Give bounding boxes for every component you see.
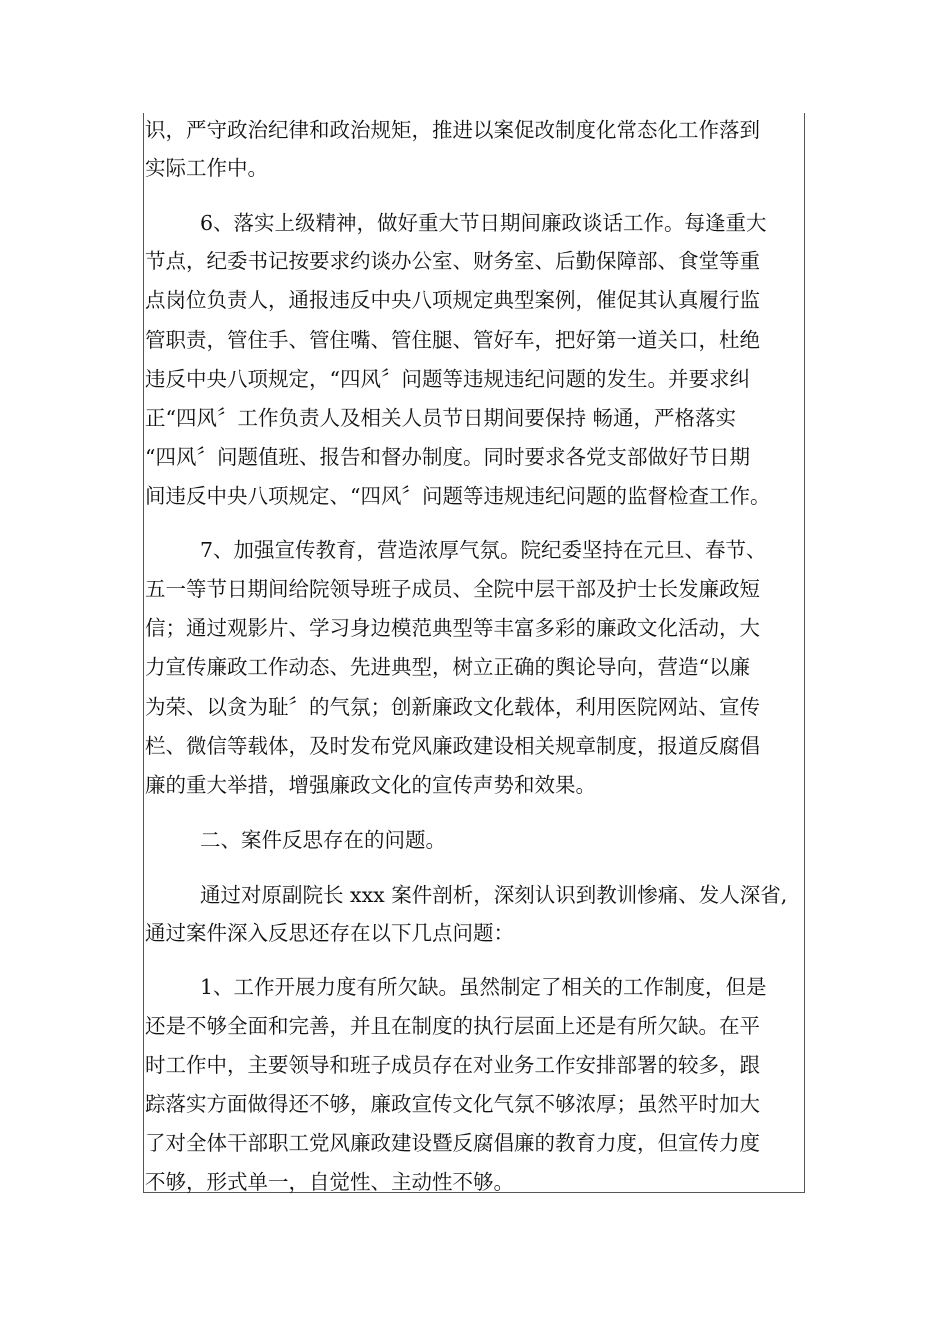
- text-line: 时工作中，主要领导和班子成员存在对业务工作安排部署的较多，跟: [145, 1053, 760, 1077]
- text-line: 间违反中央八项规定、“四风〞问题等违规违纪问题的监督检查工作。: [145, 484, 771, 508]
- section-heading: 二、案件反思存在的问题。: [200, 828, 446, 852]
- text-line: 违反中央八项规定，“四风〞问题等违规违纪问题的发生。并要求纠: [145, 367, 750, 391]
- text-line: 正“四风〞工作负责人及相关人员节日期间要保持 畅通，严格落实: [145, 406, 736, 430]
- text-line: 廉的重大举措，增强廉政文化的宣传声势和效果。: [145, 773, 596, 797]
- text-line: 1、工作开展力度有所欠缺。虽然制定了相关的工作制度，但是: [200, 975, 767, 999]
- text-line: “四风〞问题值班、报告和督办制度。同时要求各党支部做好节日期: [145, 445, 750, 469]
- text-line: 实际工作中。: [145, 156, 268, 180]
- text-line: 踪落实方面做得还不够，廉政宣传文化气氛不够浓厚；虽然平时加大: [145, 1092, 760, 1116]
- text-line: 信；通过观影片、学习身边模范典型等丰富多彩的廉政文化活动，大: [145, 616, 760, 640]
- text-line: 识，严守政治纪律和政治规矩，推进以案促改制度化常态化工作落到: [145, 118, 760, 142]
- text-line: 6、落实上级精神，做好重大节日期间廉政谈话工作。每逢重大: [200, 211, 767, 235]
- text-line: 通过对原副院长 xxx 案件剖析，深刻认识到教训惨痛、发人深省,: [200, 883, 788, 907]
- text-line: 通过案件深入反思还存在以下几点问题：: [145, 921, 514, 945]
- text-line: 五一等节日期间给院领导班子成员、全院中层干部及护士长发廉政短: [145, 577, 760, 601]
- text-line: 点岗位负责人，通报违反中央八项规定典型案例，催促其认真履行监: [145, 288, 760, 312]
- text-line: 栏、微信等载体，及时发布党风廉政建设相关规章制度，报道反腐倡: [145, 734, 760, 758]
- text-line: 管职责，管住手、管住嘴、管住腿、管好车，把好第一道关口，杜绝: [145, 328, 760, 352]
- text-line: 7、加强宣传教育，营造浓厚气氛。院纪委坚持在元旦、春节、: [200, 538, 767, 562]
- text-line: 了对全体干部职工党风廉政建设暨反腐倡廉的教育力度，但宣传力度: [145, 1131, 760, 1155]
- text-line: 力宣传廉政工作动态、先进典型，树立正确的舆论导向，营造“以廉: [145, 655, 750, 679]
- text-line: 为荣、以贪为耻〞的气氛；创新廉政文化载体，利用医院网站、宣传: [145, 695, 760, 719]
- text-line: 节点，纪委书记按要求约谈办公室、财务室、后勤保障部、食堂等重: [145, 249, 760, 273]
- text-line: 还是不够全面和完善，并且在制度的执行层面上还是有所欠缺。在平: [145, 1014, 760, 1038]
- text-line: 不够，形式单一，自觉性、主动性不够。: [145, 1170, 514, 1194]
